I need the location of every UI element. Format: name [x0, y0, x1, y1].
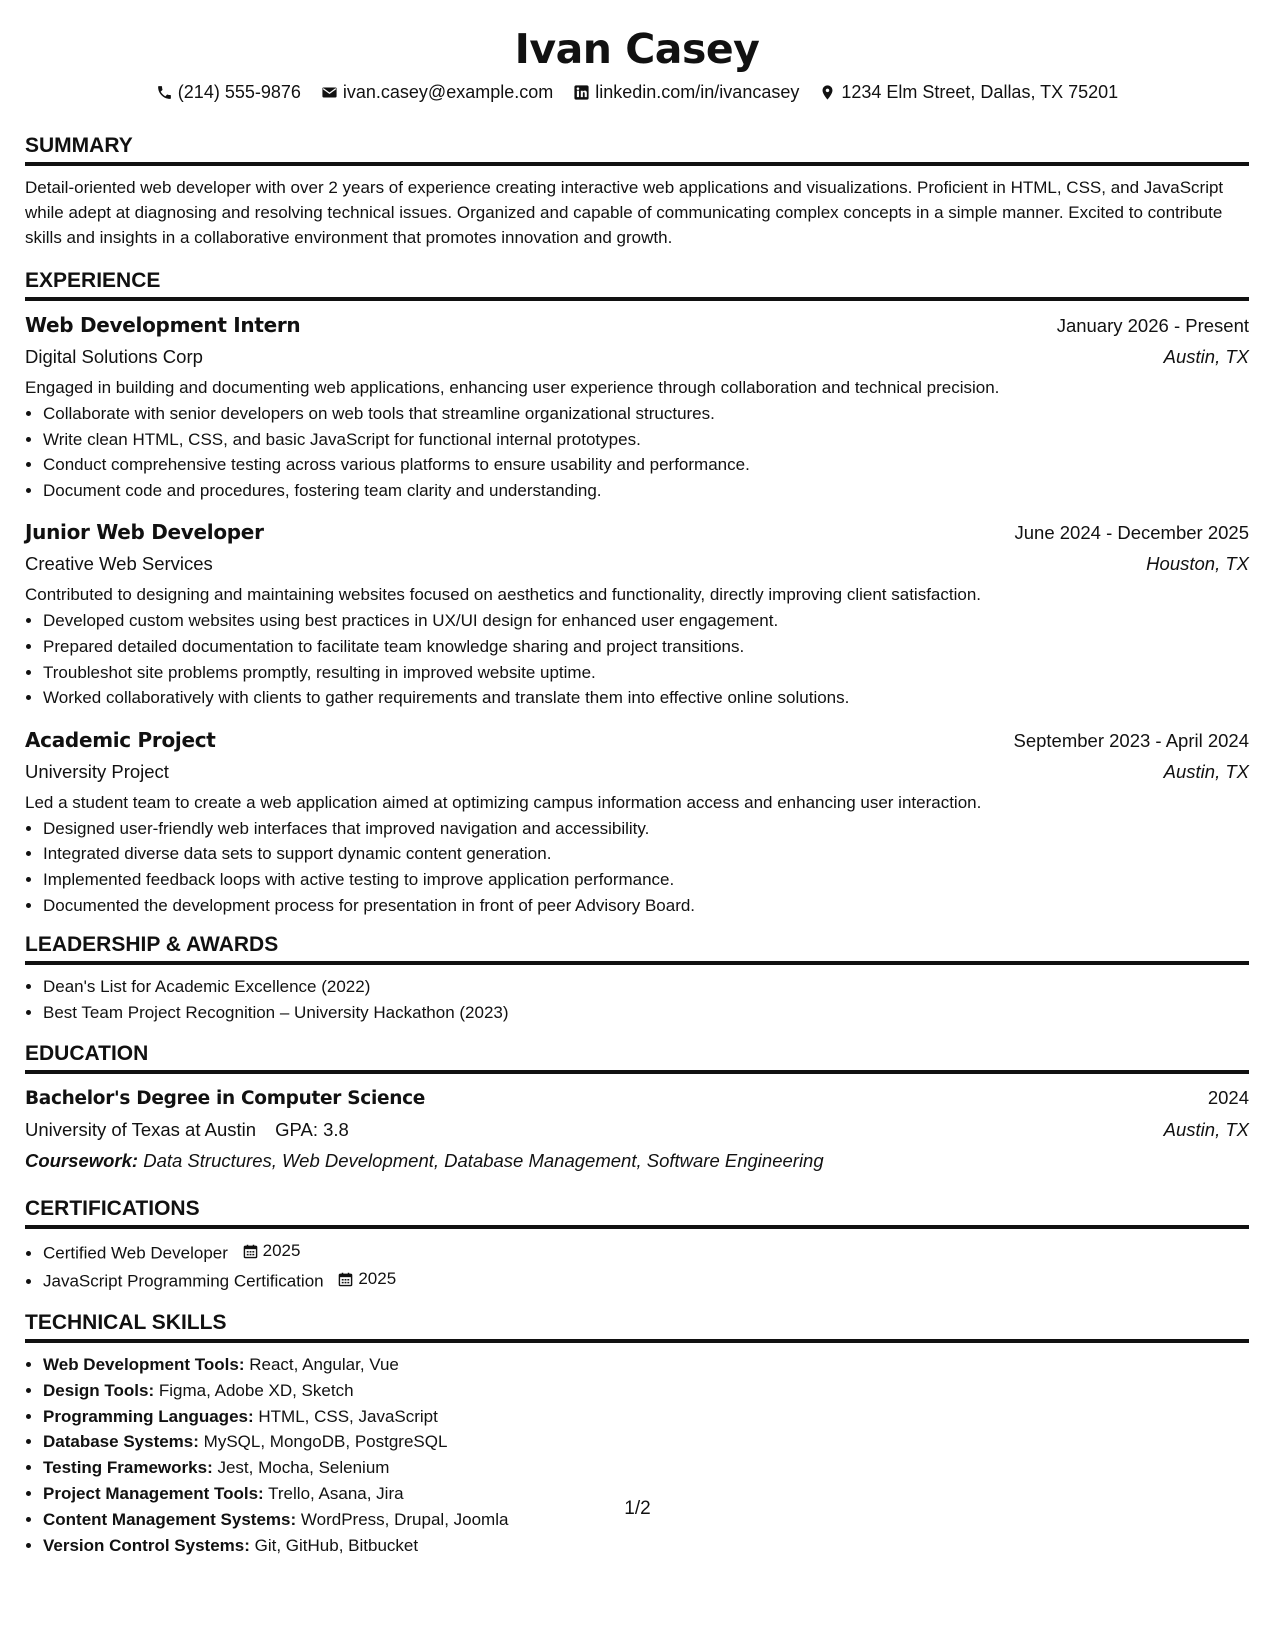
coursework	[25, 1146, 1249, 1176]
award-item: • Dean's List for Academic Excellence (2022)	[43, 974, 1249, 1000]
job-date: June 2024 - December 2025	[1014, 522, 1249, 544]
skill-value: Figma, Adobe XD, Sketch	[158, 1380, 354, 1400]
skills-heading: TECHNICAL SKILLS	[25, 1310, 1249, 1343]
leadership-section	[25, 932, 1249, 1025]
job-bullet: • Documented the development process for presentation in front of peer Advisory Board.	[43, 893, 1249, 919]
certification-item	[43, 1238, 1249, 1266]
degree-year: 2024	[1207, 1087, 1249, 1109]
coursework-text: Data Structures, Web Development, Database Management, Software Engineering	[143, 1150, 824, 1172]
certifications-section	[25, 1196, 1249, 1294]
skill-value: Trello, Asana, Jira	[268, 1484, 404, 1504]
skill-item	[43, 1404, 1249, 1430]
skills-section	[25, 1310, 1249, 1558]
experience-heading: EXPERIENCE	[25, 268, 1249, 301]
linkedin-icon	[573, 84, 590, 101]
job-title: Academic Project	[25, 727, 216, 752]
job-entry	[25, 517, 1249, 710]
certification-name: Certified Web Developer	[43, 1243, 228, 1263]
job-company: Creative Web Services	[25, 553, 213, 575]
education-heading: EDUCATION	[25, 1041, 1249, 1074]
job-bullet: • Implemented feedback loops with active testing to improve application performance.	[43, 867, 1249, 893]
summary-section	[25, 133, 1249, 250]
school-location: Austin, TX	[1163, 1119, 1249, 1141]
skill-label: Design Tools:	[43, 1380, 155, 1400]
skill-item	[43, 1533, 1249, 1559]
skill-value: WordPress, Drupal, Joomla	[300, 1509, 509, 1529]
skill-label: Web Development Tools:	[43, 1355, 245, 1375]
experience-section	[25, 268, 1249, 918]
award-item: • Best Team Project Recognition – University Hackathon (2023)	[43, 1000, 1249, 1026]
resume-page	[25, 0, 1249, 1558]
page-number: 1/2	[624, 1498, 651, 1519]
certification-year: 2025	[262, 1241, 301, 1261]
skill-item	[43, 1378, 1249, 1404]
linkedin-text[interactable]: linkedin.com/in/ivancasey	[595, 82, 800, 102]
address-text: 1234 Elm Street, Dallas, TX 75201	[841, 82, 1119, 102]
phone-icon	[156, 84, 173, 101]
job-date: January 2026 - Present	[1056, 315, 1249, 336]
job-company: University Project	[25, 760, 169, 782]
education-section	[25, 1041, 1249, 1176]
job-company: Digital Solutions Corp	[25, 346, 203, 367]
job-location: Austin, TX	[1163, 760, 1249, 782]
skill-item	[43, 1429, 1249, 1455]
job-summary: Contributed to designing and maintaining websites focused on aesthetics and functionality, directly improving client satisfaction.	[25, 585, 982, 605]
skill-value: Git, GitHub, Bitbucket	[254, 1535, 419, 1555]
contact-phone	[156, 81, 301, 103]
certification-name: JavaScript Programming Certification	[43, 1271, 324, 1291]
skill-label: Programming Languages:	[43, 1406, 254, 1426]
job-bullet: • Designed user-friendly web interfaces that improved navigation and accessibility.	[43, 816, 1249, 842]
job-bullet: • Developed custom websites using best practices in UX/UI design for enhanced user engagement.	[43, 608, 1249, 634]
job-bullet: • Integrated diverse data sets to support dynamic content generation.	[43, 841, 1249, 867]
job-summary: Engaged in building and documenting web applications, enhancing user experience through collaboration and technical precision.	[25, 378, 1000, 397]
email-text[interactable]: ivan.casey@example.com	[342, 82, 554, 102]
skill-label: Database Systems:	[43, 1432, 199, 1452]
job-bullet: • Troubleshot site problems promptly, resulting in improved website uptime.	[43, 660, 1249, 686]
candidate-name: Ivan Casey	[514, 25, 760, 73]
job-bullet: • Document code and procedures, fostering team clarity and understanding.	[43, 478, 1249, 504]
skill-value: Jest, Mocha, Selenium	[217, 1458, 390, 1478]
skill-item	[43, 1352, 1249, 1378]
degree-title: Bachelor's Degree in Computer Science	[25, 1088, 426, 1110]
job-location: Houston, TX	[1146, 553, 1249, 575]
skill-label: Testing Frameworks:	[43, 1458, 213, 1478]
contact-email[interactable]	[321, 81, 553, 103]
skills-list	[25, 1352, 1249, 1558]
envelope-icon	[321, 84, 338, 101]
job-bullets	[25, 608, 1249, 710]
contact-address	[819, 81, 1118, 103]
skill-item	[43, 1455, 1249, 1481]
job-entry	[25, 310, 1249, 503]
calendar-icon	[338, 1272, 353, 1287]
skill-label: Content Management Systems:	[43, 1509, 297, 1529]
certification-item	[43, 1266, 1249, 1294]
skill-value: React, Angular, Vue	[249, 1355, 399, 1375]
certification-date	[338, 1266, 396, 1292]
job-bullets	[25, 401, 1249, 503]
coursework-label: Coursework:	[25, 1150, 139, 1172]
job-date: September 2023 - April 2024	[1013, 729, 1249, 751]
job-bullet: • Write clean HTML, CSS, and basic JavaScript for functional internal prototypes.	[43, 427, 1249, 453]
contact-bar	[25, 81, 1249, 103]
leadership-heading: LEADERSHIP & AWARDS	[25, 932, 1249, 965]
job-bullet: • Worked collaboratively with clients to gather requirements and translate them into effective online solutions.	[43, 685, 1249, 711]
job-summary: Led a student team to create a web application aimed at optimizing campus information access and enhancing user interaction.	[25, 792, 982, 812]
job-location: Austin, TX	[1163, 346, 1249, 367]
certifications-heading: CERTIFICATIONS	[25, 1196, 1249, 1229]
school-line	[25, 1115, 349, 1145]
job-bullet: • Collaborate with senior developers on web tools that streamline organizational structures.	[43, 401, 1249, 427]
certification-year: 2025	[358, 1269, 397, 1289]
gpa: GPA: 3.8	[275, 1119, 349, 1141]
summary-heading: SUMMARY	[25, 133, 1249, 166]
job-bullets	[25, 816, 1249, 918]
job-bullet: • Conduct comprehensive testing across various platforms to ensure usability and performance.	[43, 452, 1249, 478]
job-title: Web Development Intern	[25, 313, 301, 337]
certification-date	[243, 1238, 301, 1264]
map-pin-icon	[819, 84, 836, 101]
skill-label: Project Management Tools:	[43, 1484, 264, 1504]
skill-value: MySQL, MongoDB, PostgreSQL	[203, 1432, 448, 1452]
job-bullet: • Prepared detailed documentation to facilitate team knowledge sharing and project transitions.	[43, 634, 1249, 660]
phone-text: (214) 555-9876	[177, 82, 301, 102]
summary-text: Detail-oriented web developer with over 2 years of experience creating interactive web applications and visualizations. Proficient in HTML, CSS, and JavaScript while adept at diagnosing and resolving technical issues. Organized and capable of communicating complex concepts in a simple manner. Excited to contribute skills and insights in a collaborative environment that promotes innovation and growth.	[25, 178, 1224, 247]
contact-linkedin[interactable]	[573, 81, 799, 103]
skill-label: Version Control Systems:	[43, 1535, 250, 1555]
awards-list	[25, 974, 1249, 1025]
certifications-list	[25, 1238, 1249, 1294]
school-name: University of Texas at Austin	[25, 1119, 257, 1141]
calendar-icon	[243, 1244, 258, 1259]
job-entry	[25, 725, 1249, 918]
job-title: Junior Web Developer	[25, 520, 264, 545]
skill-value: HTML, CSS, JavaScript	[258, 1406, 438, 1426]
